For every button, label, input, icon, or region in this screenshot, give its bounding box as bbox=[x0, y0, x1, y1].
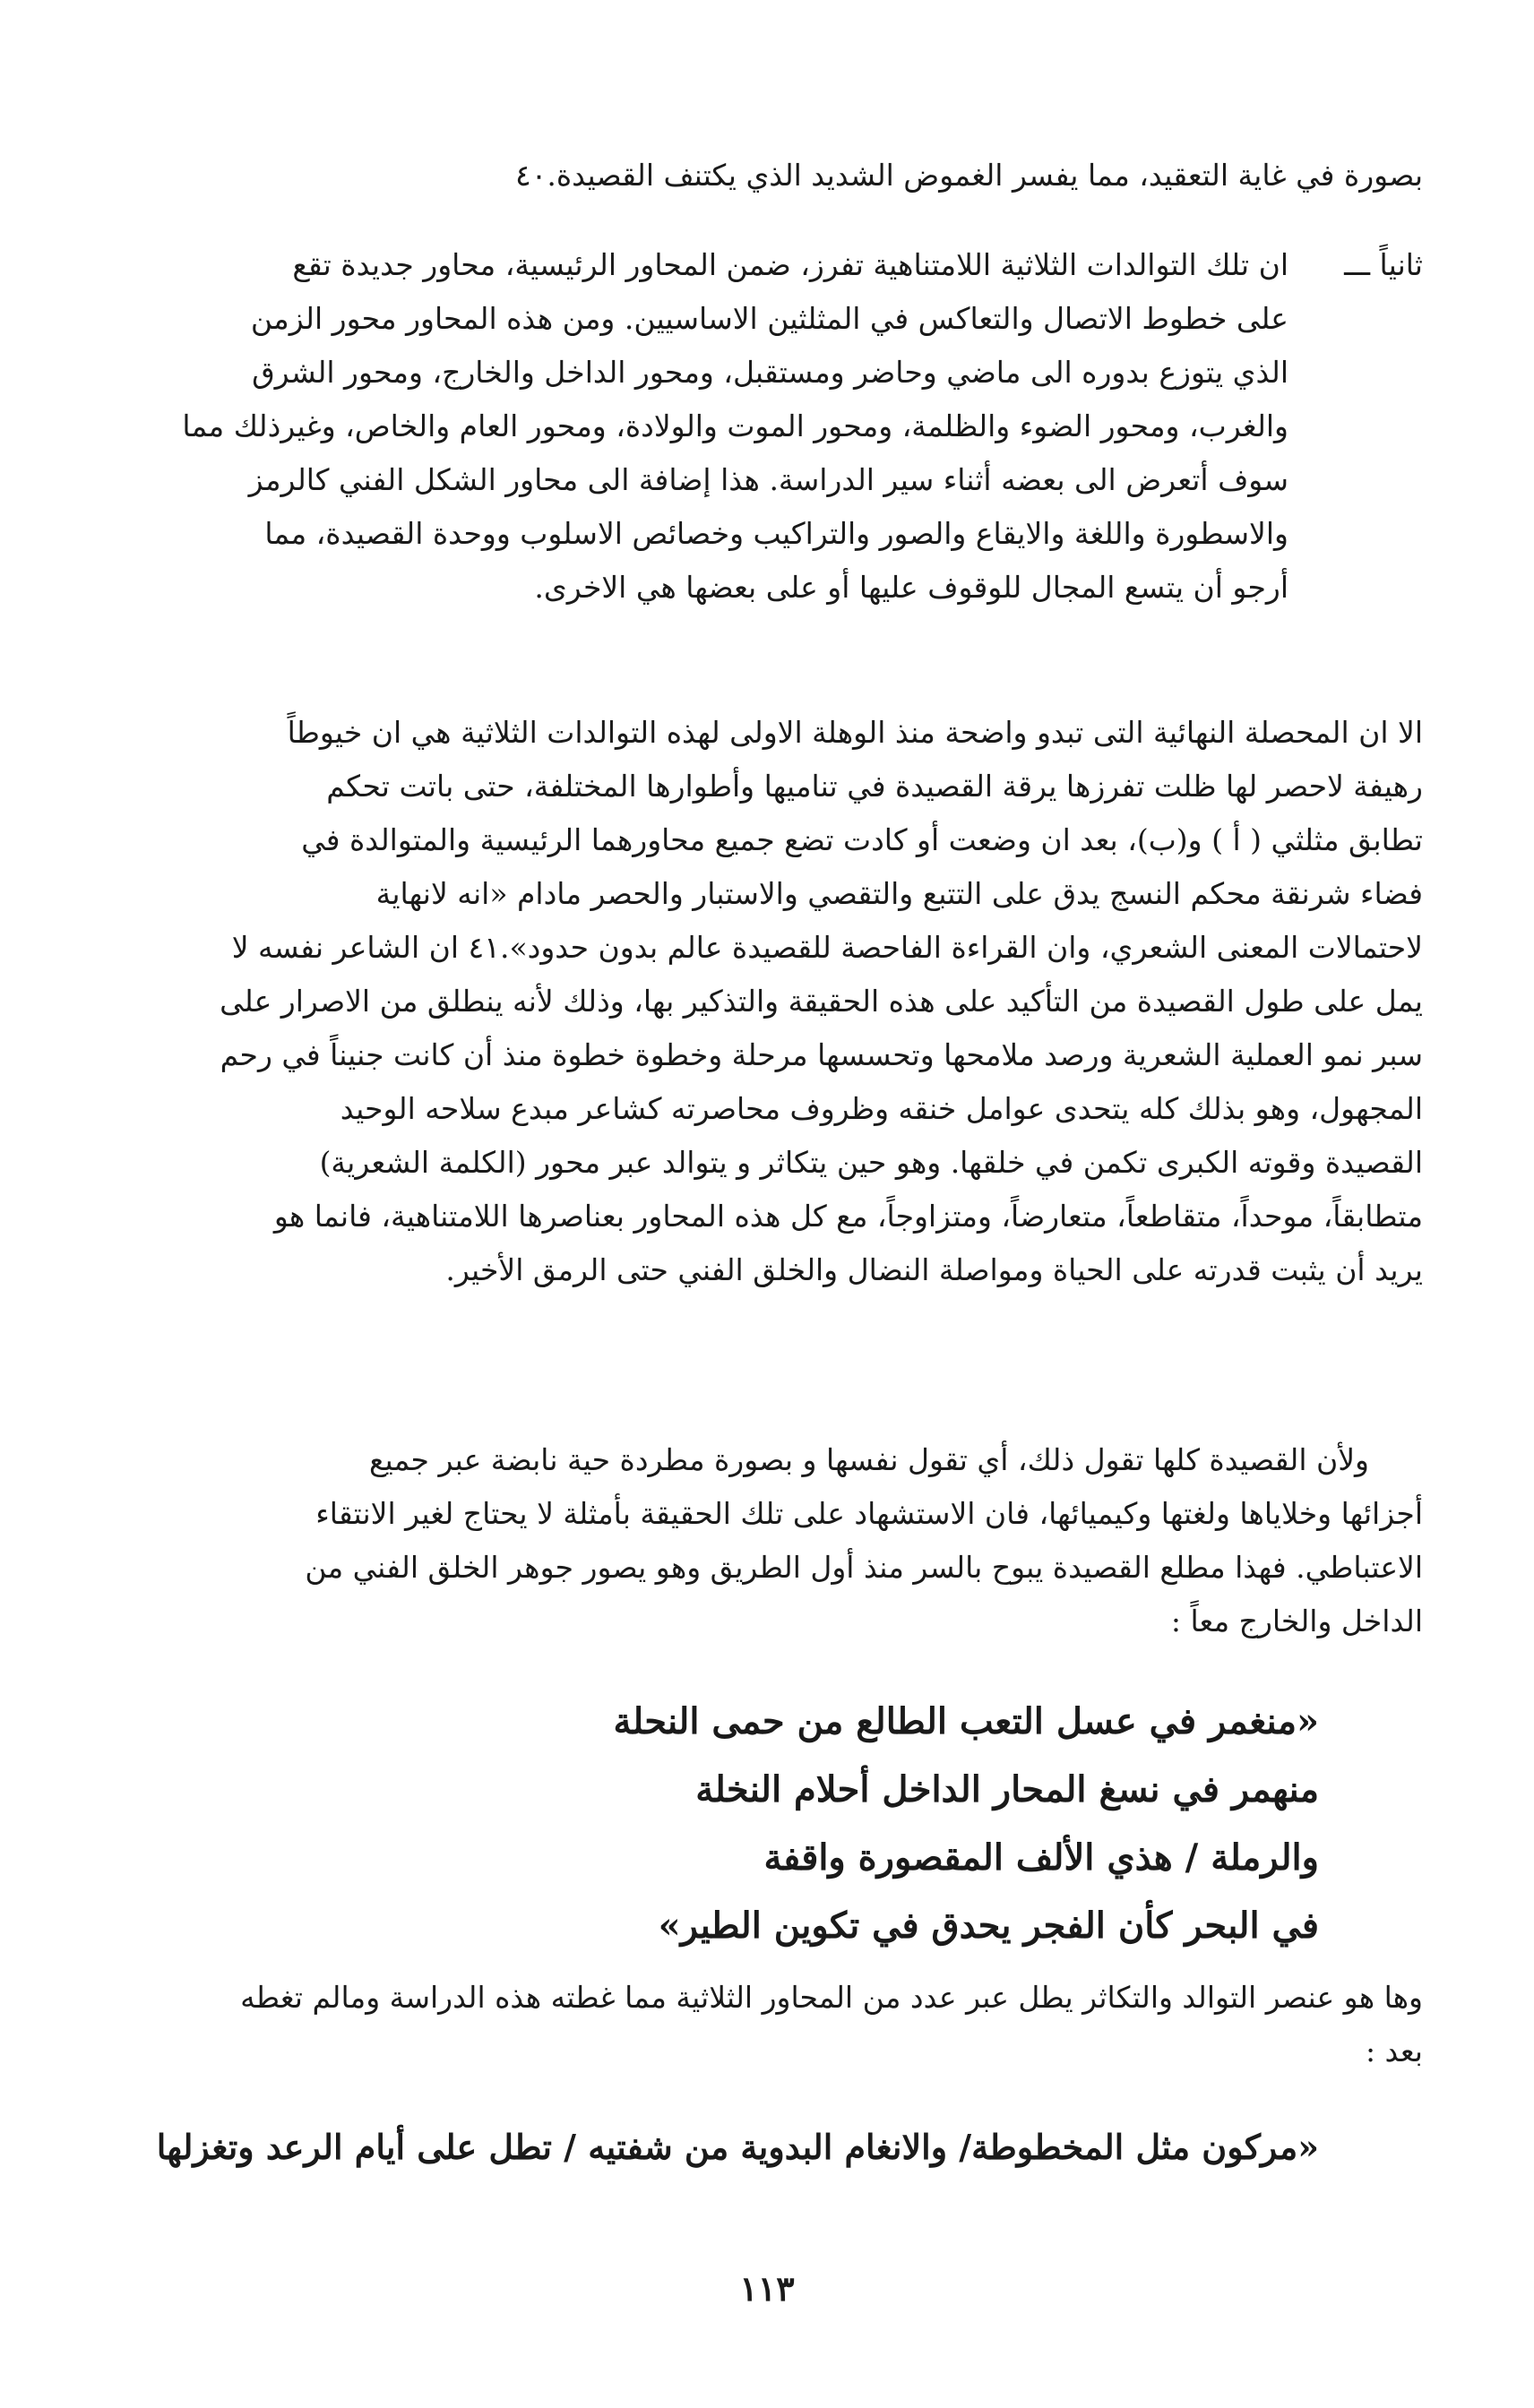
page-number: ١١٣ bbox=[739, 2268, 795, 2309]
text-line: رهيفة لاحصر لها ظلت تفرزها يرقة القصيدة في تناميها وأطوارها المختلفة، حتى باتت تحكم bbox=[326, 769, 1423, 804]
second-point-body bbox=[115, 238, 1288, 615]
poem-line: والرملة / هذي الألف المقصورة واقفة bbox=[763, 1836, 1319, 1879]
text-line: الداخل والخارج معاً : bbox=[1170, 1604, 1423, 1638]
text-line: وها هو عنصر التوالد والتكاثر يطل عبر عدد من المحاور الثلاثية مما غطته هذه الدراسة ومالم تغطه bbox=[240, 1980, 1423, 2015]
text-line: متطابقاً، موحداً، متقاطعاً، متعارضاً، ومتزاوجاً، مع كل هذه المحاور بعناصرها اللامتناهية، فانما هو bbox=[273, 1199, 1423, 1234]
second-point-row bbox=[115, 238, 1423, 615]
poem-quotation-final: «مركون مثل المخطوطة/ والانغام البدوية من شفتيه / تطل على أيام الرعد وتغزلها bbox=[156, 2127, 1319, 2167]
text-line: والغرب، ومحور الضوء والظلمة، ومحور الموت والولادة، ومحور العام والخاص، وغيرذلك مما bbox=[182, 408, 1288, 443]
poem-quotation bbox=[333, 1688, 1319, 1960]
text-line: والاسطورة واللغة والايقاع والصور والتراكيب وخصائص الاسلوب ووحدة القصيدة، مما bbox=[264, 516, 1288, 551]
text-line: أرجو أن يتسع المجال للوقوف عليها أو على بعضها هي الاخرى. bbox=[534, 570, 1288, 605]
text-line: الاعتباطي. فهذا مطلع القصيدة يبوح بالسر منذ أول الطريق وهو يصور جوهر الخلق الفني من bbox=[305, 1550, 1423, 1585]
text-line: تطابق مثلثي ( أ ) و(ب)، بعد ان وضعت أو كادت تضع جميع محاورهما الرئيسية والمتوالدة في bbox=[301, 822, 1423, 857]
text-line: القصيدة وقوته الكبرى تكمن في خلقها. وهو حين يتكاثر و يتوالد عبر محور (الكلمة الشعرية) bbox=[319, 1145, 1423, 1180]
text-line: لاحتمالات المعنى الشعري، وان القراءة الفاحصة للقصيدة عالم بدون حدود».٤١ ان الشاعر نفسه لا bbox=[231, 930, 1423, 965]
text-line: الا ان المحصلة النهائية التى تبدو واضحة منذ الوهلة الاولى لهذه التوالدات الثلاثية هي ان خيوطاً bbox=[287, 715, 1423, 750]
text-line: بصورة في غاية التعقيد، مما يفسر الغموض الشديد الذي يكتنف القصيدة.٤٠ bbox=[514, 158, 1423, 193]
text-line: أجزائها وخلاياها ولغتها وكيميائها، فان الاستشهاد على تلك الحقيقة بأمثلة لا يحتاج لغير الانتقاء bbox=[315, 1496, 1423, 1531]
poem-line: منهمر في نسغ المحار الداخل أحلام النخلة bbox=[695, 1768, 1319, 1810]
text-line: بعد : bbox=[1365, 2034, 1423, 2068]
text-line: على خطوط الاتصال والتعاكس في المثلثين الاساسيين. ومن هذه المحاور محور الزمن bbox=[250, 301, 1288, 336]
text-line: ان تلك التوالدات الثلاثية اللامتناهية تفرز، ضمن المحاور الرئيسية، محاور جديدة تقع bbox=[292, 247, 1288, 282]
text-line: سبر نمو العملية الشعرية ورصد ملامحها وتحسسها مرحلة وخطوة خطوة منذ أن كانت جنيناً في رحم bbox=[220, 1037, 1423, 1072]
text-line: الذي يتوزع بدوره الى ماضي وحاضر ومستقبل، ومحور الداخل والخارج، ومحور الشرق bbox=[252, 355, 1288, 390]
poem-line: «منغمر في عسل التعب الطالع من حمى النحلة bbox=[613, 1700, 1319, 1742]
second-point-label: ثانياً ـــ bbox=[1344, 247, 1423, 282]
text-line: يريد أن يثبت قدرته على الحياة ومواصلة النضال والخلق الفني حتى الرمق الأخير. bbox=[445, 1252, 1423, 1287]
top-line-block bbox=[115, 149, 1423, 202]
text-line: ولأن القصيدة كلها تقول ذلك، أي تقول نفسها و بصورة مطردة حية نابضة عبر جميع bbox=[368, 1442, 1369, 1477]
text-line: المجهول، وهو بذلك كله يتحدى عوامل خنقه وظروف محاصرته كشاعر مبدع سلاحه الوحيد bbox=[340, 1091, 1423, 1126]
second-point-block bbox=[115, 238, 1423, 615]
paragraph-3 bbox=[115, 1433, 1423, 1648]
poem-line: في البحر كأن الفجر يحدق في تكوين الطير» bbox=[658, 1905, 1319, 1947]
paragraph-4 bbox=[115, 1971, 1423, 2078]
text-line: يمل على طول القصيدة من التأكيد على هذه الحقيقة والتذكير بها، وذلك لأنه ينطلق من الاصرار على bbox=[220, 984, 1423, 1019]
text-line: سوف أتعرض الى بعضه أثناء سير الدراسة. هذا إضافة الى محاور الشكل الفني كالرمز bbox=[248, 462, 1288, 497]
paragraph-2 bbox=[115, 706, 1423, 1297]
text-line: فضاء شرنقة محكم النسج يدق على التتبع والتقصي والاستبار والحصر مادام «انه لانهاية bbox=[375, 876, 1423, 911]
